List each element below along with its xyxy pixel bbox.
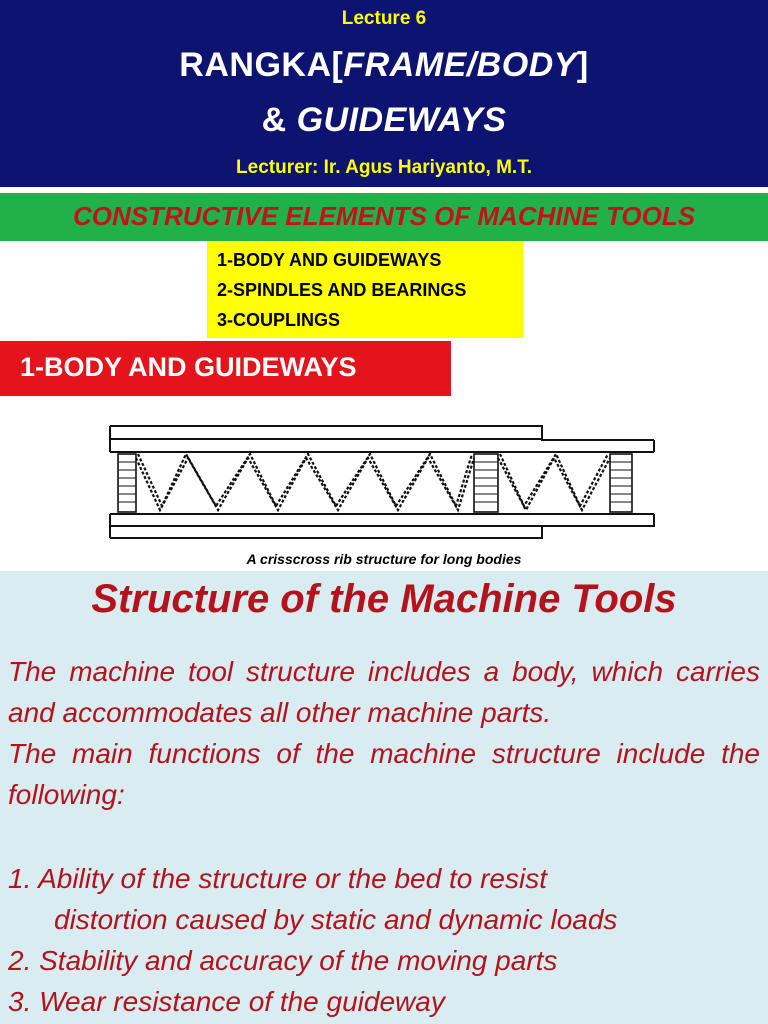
functions-list-item-continuation: distortion caused by static and dynamic loads — [54, 904, 618, 935]
title-bracket: ] — [576, 46, 589, 84]
section-heading-bar — [0, 193, 768, 241]
title-rangka: RANGKA[ — [179, 46, 344, 84]
title-line-2 — [0, 101, 768, 140]
subsection-label-box — [0, 341, 451, 396]
title-line-1 — [0, 46, 768, 85]
figure-caption: A crisscross rib structure for long bodies — [246, 551, 522, 567]
lecture-number: Lecture 6 — [341, 8, 427, 29]
subsection-label: 1-BODY AND GUIDEWAYS — [20, 352, 357, 382]
elements-list-box — [207, 241, 523, 338]
section-heading: CONSTRUCTIVE ELEMENTS OF MACHINE TOOLS — [72, 201, 696, 231]
functions-list-item: 2. Stability and accuracy of the moving parts — [8, 945, 558, 976]
structure-title: Structure of the Machine Tools — [91, 577, 677, 621]
functions-list-item: 1. Ability of the structure or the bed to resist — [8, 863, 547, 894]
description-paragraph: The machine tool structure includes a body, which carries and accommodates all other machine parts. — [8, 656, 760, 728]
crisscross-rib-diagram — [106, 418, 660, 542]
structure-description — [8, 651, 760, 815]
elements-list-item: 1-BODY AND GUIDEWAYS — [217, 250, 442, 270]
title-frame-body: FRAME/BODY — [343, 46, 577, 84]
structure-panel — [0, 571, 768, 1024]
elements-list-item: 2-SPINDLES AND BEARINGS — [217, 280, 467, 300]
functions-list-item: 3. Wear resistance of the guideway — [8, 986, 445, 1017]
title-guideways: GUIDEWAYS — [296, 101, 507, 139]
lecturer-name: Lecturer: Ir. Agus Hariyanto, M.T. — [236, 157, 532, 178]
functions-list — [8, 858, 760, 1022]
title-header — [0, 0, 768, 187]
description-paragraph: The main functions of the machine structure include the following: — [8, 738, 760, 810]
title-ampersand: & — [261, 101, 297, 139]
elements-list-item: 3-COUPLINGS — [217, 310, 341, 330]
